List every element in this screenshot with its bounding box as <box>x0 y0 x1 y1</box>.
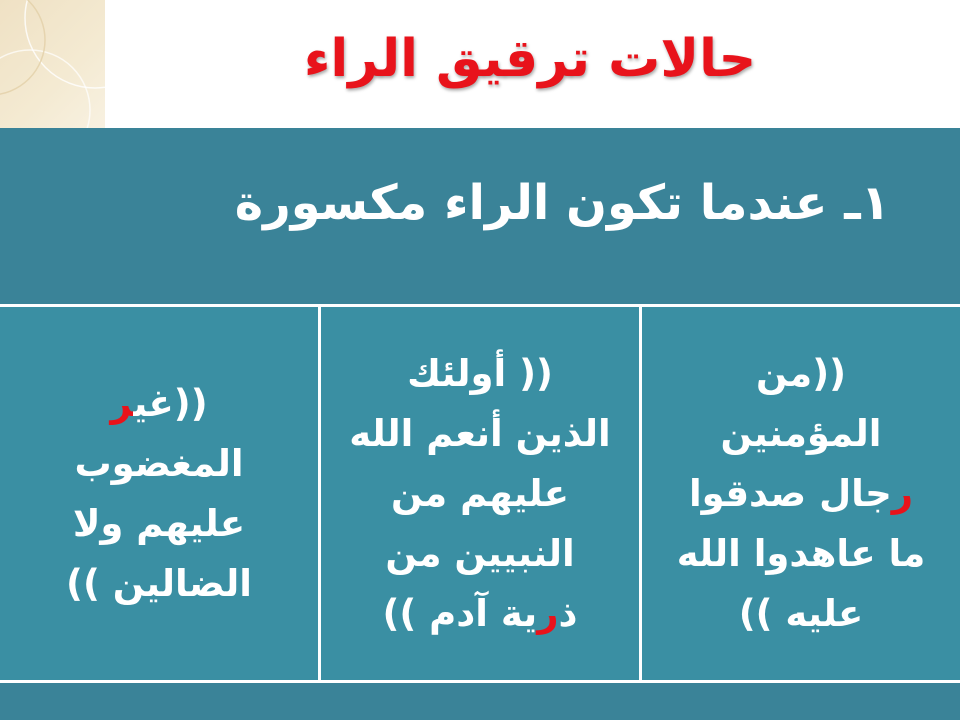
highlighted-ra-letter: ر <box>891 471 914 515</box>
decorative-arcs <box>0 0 105 128</box>
highlighted-ra-letter: ر <box>537 591 559 635</box>
slide-title: حالات ترقيق الراء <box>303 29 757 89</box>
verse-line <box>66 374 252 434</box>
verse-line <box>66 554 252 614</box>
slide-subtitle: ١ـ عندما تكون الراء مكسورة <box>234 175 890 231</box>
verse-segment: ية آدم )) <box>382 591 538 635</box>
verse-line <box>677 524 926 584</box>
verse-segment: ((غي <box>133 381 208 425</box>
verse-segment: النبيين من <box>385 531 575 575</box>
verse-line <box>349 344 611 404</box>
verse-line <box>677 584 926 644</box>
example-cell-1 <box>639 307 960 680</box>
example-cell-3 <box>0 307 318 680</box>
example-text-3 <box>66 374 252 614</box>
verse-line <box>677 464 926 524</box>
verse-line <box>677 404 926 464</box>
header-band <box>0 128 960 304</box>
verse-segment: جال صدقوا <box>688 471 892 515</box>
highlighted-ra-letter: ر <box>110 381 134 425</box>
decorative-corner <box>0 0 105 128</box>
verse-segment: ما عاهدوا الله <box>676 531 926 575</box>
verse-line <box>677 344 926 404</box>
verse-segment: المغضوب <box>74 441 244 485</box>
example-text-1 <box>677 344 926 644</box>
verse-segment: المؤمنين <box>720 411 882 455</box>
verse-line <box>349 524 611 584</box>
verse-line <box>349 584 611 644</box>
verse-segment: عليهم ولا <box>72 501 246 545</box>
verse-segment: ذ <box>558 591 578 635</box>
example-cell-2 <box>318 307 639 680</box>
verse-segment: ((من <box>755 351 847 395</box>
examples-table <box>0 304 960 680</box>
verse-segment: الضالين )) <box>66 561 252 605</box>
verse-line <box>66 434 252 494</box>
verse-line <box>66 494 252 554</box>
verse-segment: (( أولئك <box>407 351 553 395</box>
footer-bar <box>0 680 960 720</box>
example-text-2 <box>349 344 611 644</box>
verse-segment: عليه )) <box>738 591 864 635</box>
verse-segment: الذين أنعم الله <box>349 411 611 455</box>
verse-segment: عليهم من <box>390 471 569 515</box>
verse-line <box>349 404 611 464</box>
verse-line <box>349 464 611 524</box>
